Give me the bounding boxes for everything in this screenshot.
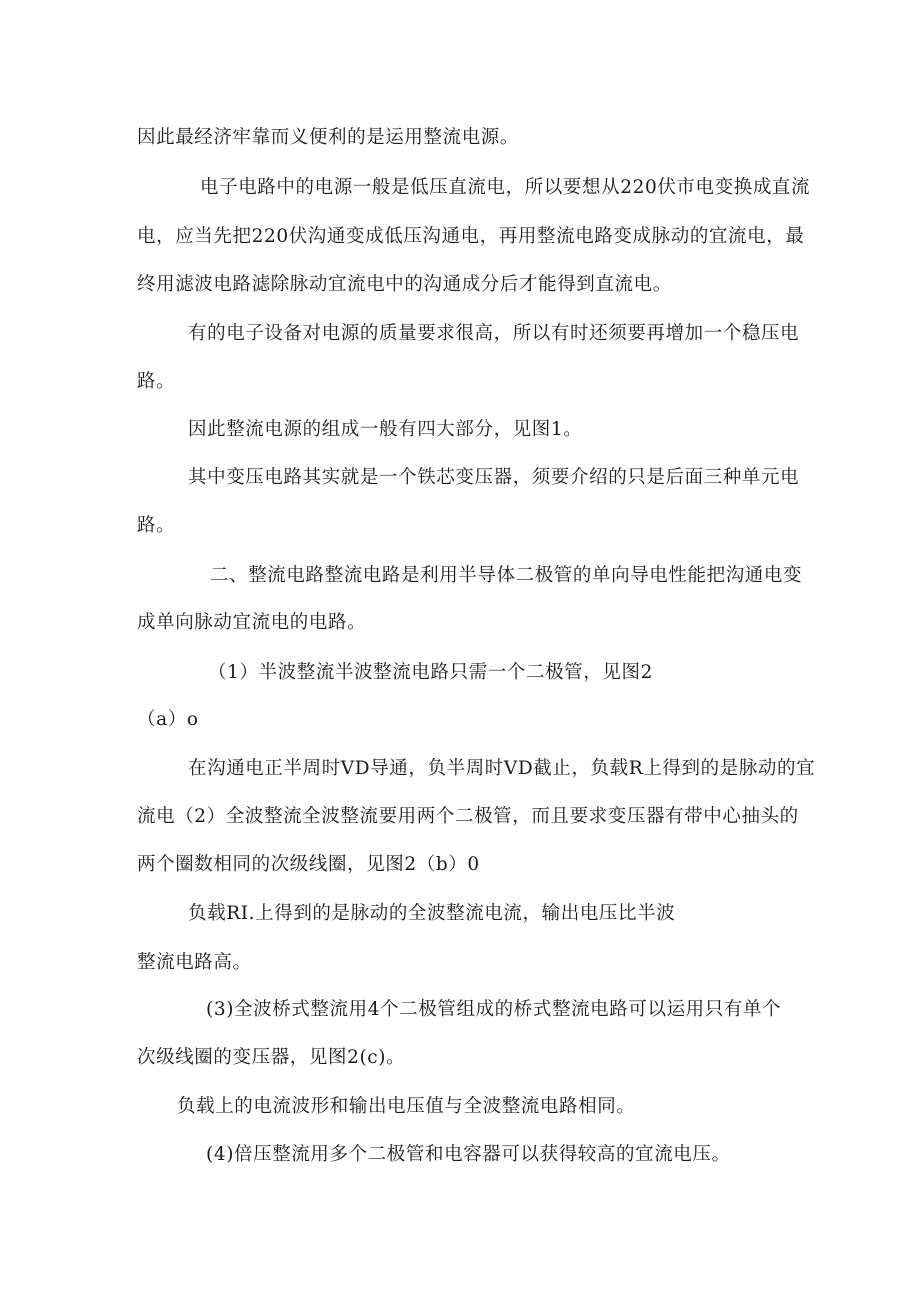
text-line: （1）半波整流半波整流电路只需一个二极管，见图2 [208, 662, 653, 683]
text-line: 成单向脉动宜流电的电路。 [137, 612, 367, 633]
text-line: 因此整流电源的组成一般有四大部分，见图1。 [188, 419, 583, 440]
text-line: 负载RI.上得到的是脉动的全波整流电流，输出电压比半波 [188, 903, 676, 924]
text-line: (3)全波桥式整流用4个二极管组成的桥式整流电路可以运用只有单个 [206, 999, 782, 1020]
text-line: 次级线圈的变压器，见图2(c)。 [137, 1047, 406, 1068]
text-line: 路。 [137, 371, 176, 392]
text-line: （a）o [137, 709, 199, 730]
text-line: 两个圈数相同的次级线圈，见图2（b）0 [137, 854, 480, 875]
text-line: 终用滤波电路滤除脉动宜流电中的沟通成分后才能得到直流电。 [137, 274, 672, 295]
text-line: (4)倍压整流用多个二极管和电容器可以获得较高的宜流电压。 [206, 1144, 731, 1165]
text-line: 其中变压电路其实就是一个铁芯变压器，须要介绍的只是后面三种单元电 [188, 467, 800, 488]
text-line: 电，应当先把220伏沟通变成低压沟通电，再用整流电路变成脉动的宜流电，最 [137, 226, 805, 247]
text-line: 因此最经济牢靠而义便利的是运用整流电源。 [137, 127, 520, 148]
text-line: 电子电路中的电源一般是低压直流电，所以要想从220伏市电变换成直流 [200, 177, 811, 198]
text-line: 在沟通电正半周时VD导通，负半周时VD截止，负载R上得到的是脉动的宜 [188, 758, 816, 779]
text-line: 整流电路高。 [137, 952, 252, 973]
text-line: 路。 [137, 515, 176, 536]
text-line: 二、整流电路整流电路是利用半导体二极管的单向导电性能把沟通电变 [210, 565, 803, 586]
text-line: 有的电子设备对电源的质量要求很高，所以有时还须要再增加一个稳压电 [188, 323, 800, 344]
text-line: 流电（2）全波整流全波整流要用两个二极管，而且要求变压器有带中心抽头的 [137, 806, 799, 827]
text-line: 负载上的电流波形和输出电压值与全波整流电路相同。 [177, 1096, 636, 1117]
